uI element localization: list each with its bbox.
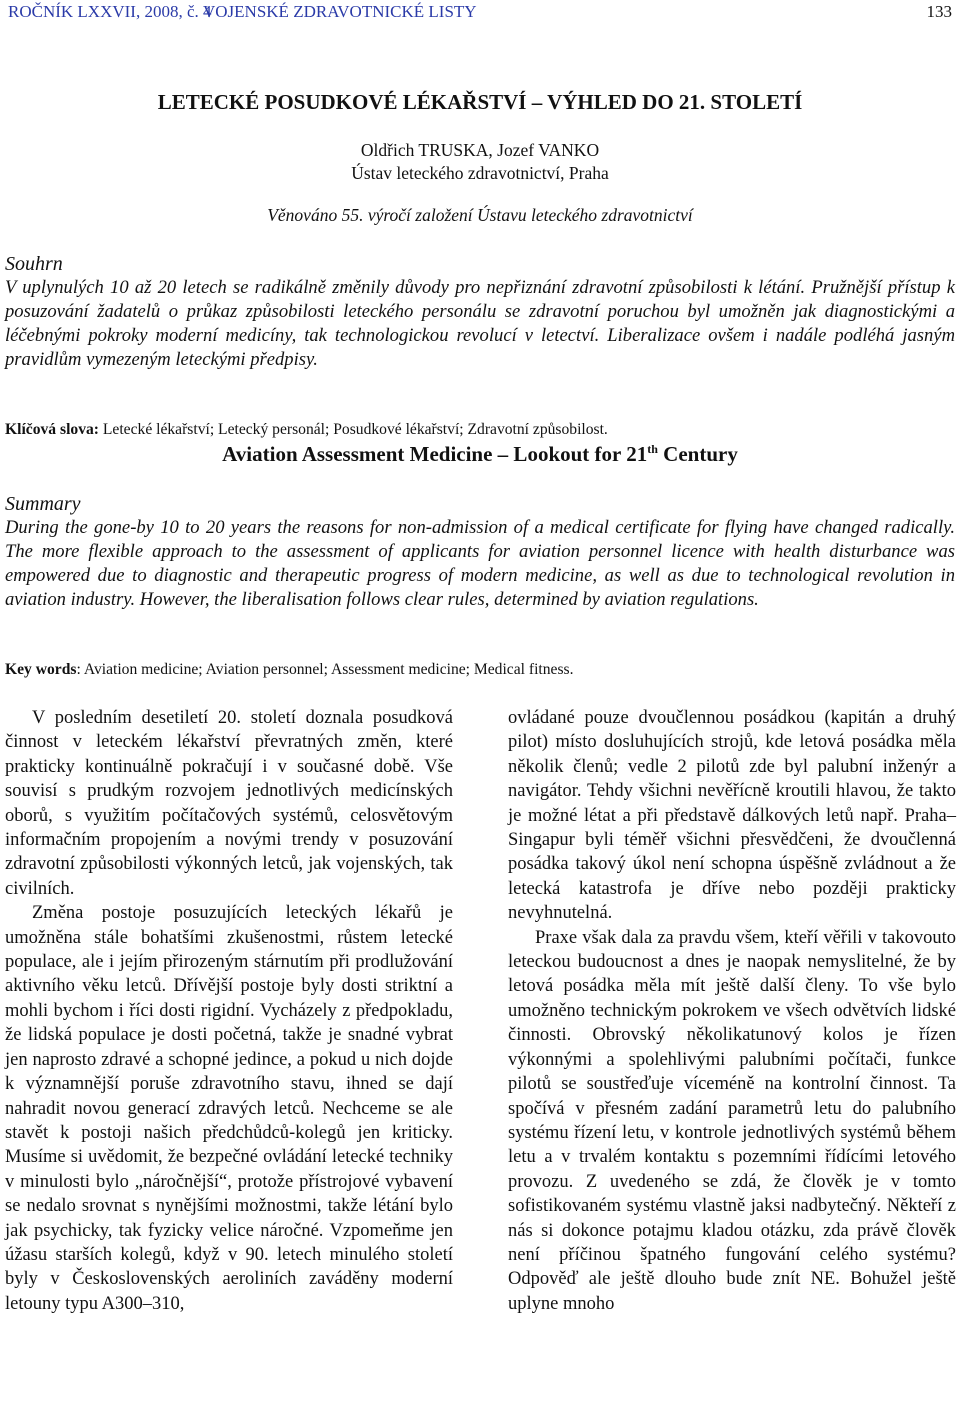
- article-title-en: [0, 442, 960, 467]
- title-en-tail: Century: [657, 442, 738, 466]
- body-column-right: [508, 706, 956, 1316]
- keywords-en-text: : Aviation medicine; Aviation personnel; Assessment medicine; Medical fitness.: [76, 661, 574, 678]
- abstract-cz: [5, 252, 955, 372]
- keywords-cz: [5, 421, 955, 439]
- body-column-left: [5, 706, 453, 1316]
- body-paragraph: Změna postoje posuzujících leteckých lékařů je umožněna stále bohatšími zkušenostmi, růstem letecké populace, ale i jejím přirozeným stárnutím při prodlužování aktivního věku letců. Dřívější postoje byly dosti striktní a mohli bychom i říci dosti rigidní. Vycházely z předpokladu, že lidská populace je dosti početná, takže je snadné vybrat jen naprosto zdravé a schopné jedince, a pokud u nich dojde k významnější poruše zdravotního stavu, ihned se dají nahradit novou generací zdravých letců. Nechceme se ale stavět k postoji našich předchůdců-kolegů jen kriticky. Musíme si uvědomit, že bezpečné ovládání letecké techniky v minulosti bylo „náročnější“, protože přístrojové vybavení se nedalo srovnat s nynějšími možnostmi, takže létání bylo jak psychicky, tak fyzicky velice náročné. Vzpomeňme jen úžasu starších kolegů, když v 90. letech minulého století byly v Československých aeroliních zaváděny moderní letouny typu A300–310,: [5, 903, 453, 1314]
- abstract-cz-text: V uplynulých 10 až 20 letech se radikálně změnily důvody pro nepřiznání zdravotní způsobilosti k létání. Pružnější přístup k posuzování žadatelů o průkaz způsobilosti leteckého personálu se zdravotní poruchou byl umožněn jak diagnostickými a léčebnými pokroky moderní medicíny, tak technologickou revolucí v letectví. Liberalizace ovšem i nadále podléhá jasným pravidlům vymezeným leteckými předpisy.: [5, 277, 955, 370]
- body-paragraph: ovládané pouze dvoučlennou posádkou (kapitán a druhý pilot) místo dosluhujících strojů, kde letová posádka měla několik členů; vedle 2 pilotů zde byl palubní inženýr a navigátor. Tehdy všichni nevěřícně kroutili hlavou, že takto je možné létat a při představě dálkových letů např. Praha–Singapur byli téměř všichni přesvědčeni, že dvoučlenná posádka takový úkol není schopna úspěšně zvládnout a že letecká katastrofa je dříve nebo později prakticky nevyhnutelná.: [508, 708, 956, 924]
- keywords-en: [5, 661, 955, 679]
- keywords-cz-label: Klíčová slova:: [5, 421, 99, 438]
- page-number: 133: [926, 2, 952, 21]
- journal-name: VOJENSKÉ ZDRAVOTNICKÉ LISTY: [203, 2, 477, 21]
- abstract-cz-heading: Souhrn: [5, 253, 63, 275]
- article-authors: Oldřich TRUSKA, Jozef VANKO: [360, 140, 600, 160]
- keywords-en-label: Key words: [5, 661, 77, 678]
- title-en-main: Aviation Assessment Medicine – Lookout for 21: [222, 442, 648, 466]
- abstract-en-heading: Summary: [5, 493, 81, 515]
- article-title-cz: LETECKÉ POSUDKOVÉ LÉKAŘSTVÍ – VÝHLED DO 21. STOLETÍ: [157, 90, 803, 114]
- abstract-en: [5, 492, 955, 612]
- body-paragraph: V posledním desetiletí 20. století doznala posudková činnost v leteckém lékařství převratných změn, které prakticky kontinuálně pokračují i v současné době. Vše souvisí s prudkým rozvojem jednotlivých medicínských oborů, s využitím počítačových systémů, celosvětovým informačním propojením a novými trendy v posuzování zdravotní způsobilosti výkonných letců, jak vojenských, tak civilních.: [5, 708, 453, 899]
- abstract-en-text: During the gone-by 10 to 20 years the reasons for non-admission of a medical certificate for flying have changed radically. The more flexible approach to the assessment of applicants for aviation personnel licence with health disturbance was empowered due to diagnostic and therapeutic progress of modern medicine, as well as due to technological revolution in aviation industry. However, the liberalisation follows clear rules, determined by aviation regulations.: [5, 517, 955, 610]
- body-paragraph: Praxe však dala za pravdu všem, kteří věřili v takovouto leteckou budoucnost a dnes je naopak nemyslitelné, že by letová posádka měla mít ještě další členy. To vše bylo umožněno technickým pokrokem ve všech odvětvích lidské činnosti. Obrovský několikatunový kolos je řízen výkonnými a spolehlivými palubními počítači, funkce pilotů se soustřeďuje víceméně na kontrolní činnost. Ta spočívá v přesném zadání parametrů letu do palubního systému řízení letu, v kontrole jednotlivých systémů během letu a v trvalém kontaktu s pozemními řídícími letového provozu. Z uvedeného se zdá, že člověk je v tomto sofistikovaném systému vlastně jaksi nadbytečný. Někteří z nás si dokonce potajmu kladou otázku, zda právě člověk není příčinou špatného fungování celého systému? Odpověď ale ještě dlouho bude znít NE. Bohužel ještě uplyne mnoho: [508, 927, 956, 1314]
- running-header: [8, 2, 952, 28]
- journal-volume: ROČNÍK LXXVII, 2008, č. 4: [8, 2, 212, 21]
- author-affiliation: Ústav leteckého zdravotnictví, Praha: [351, 163, 609, 183]
- article-dedication: Věnováno 55. výročí založení Ústavu leteckého zdravotnictví: [267, 205, 693, 225]
- title-en-superscript: th: [647, 442, 658, 456]
- keywords-cz-text: Letecké lékařství; Letecký personál; Posudkové lékařství; Zdravotní způsobilost.: [99, 421, 608, 438]
